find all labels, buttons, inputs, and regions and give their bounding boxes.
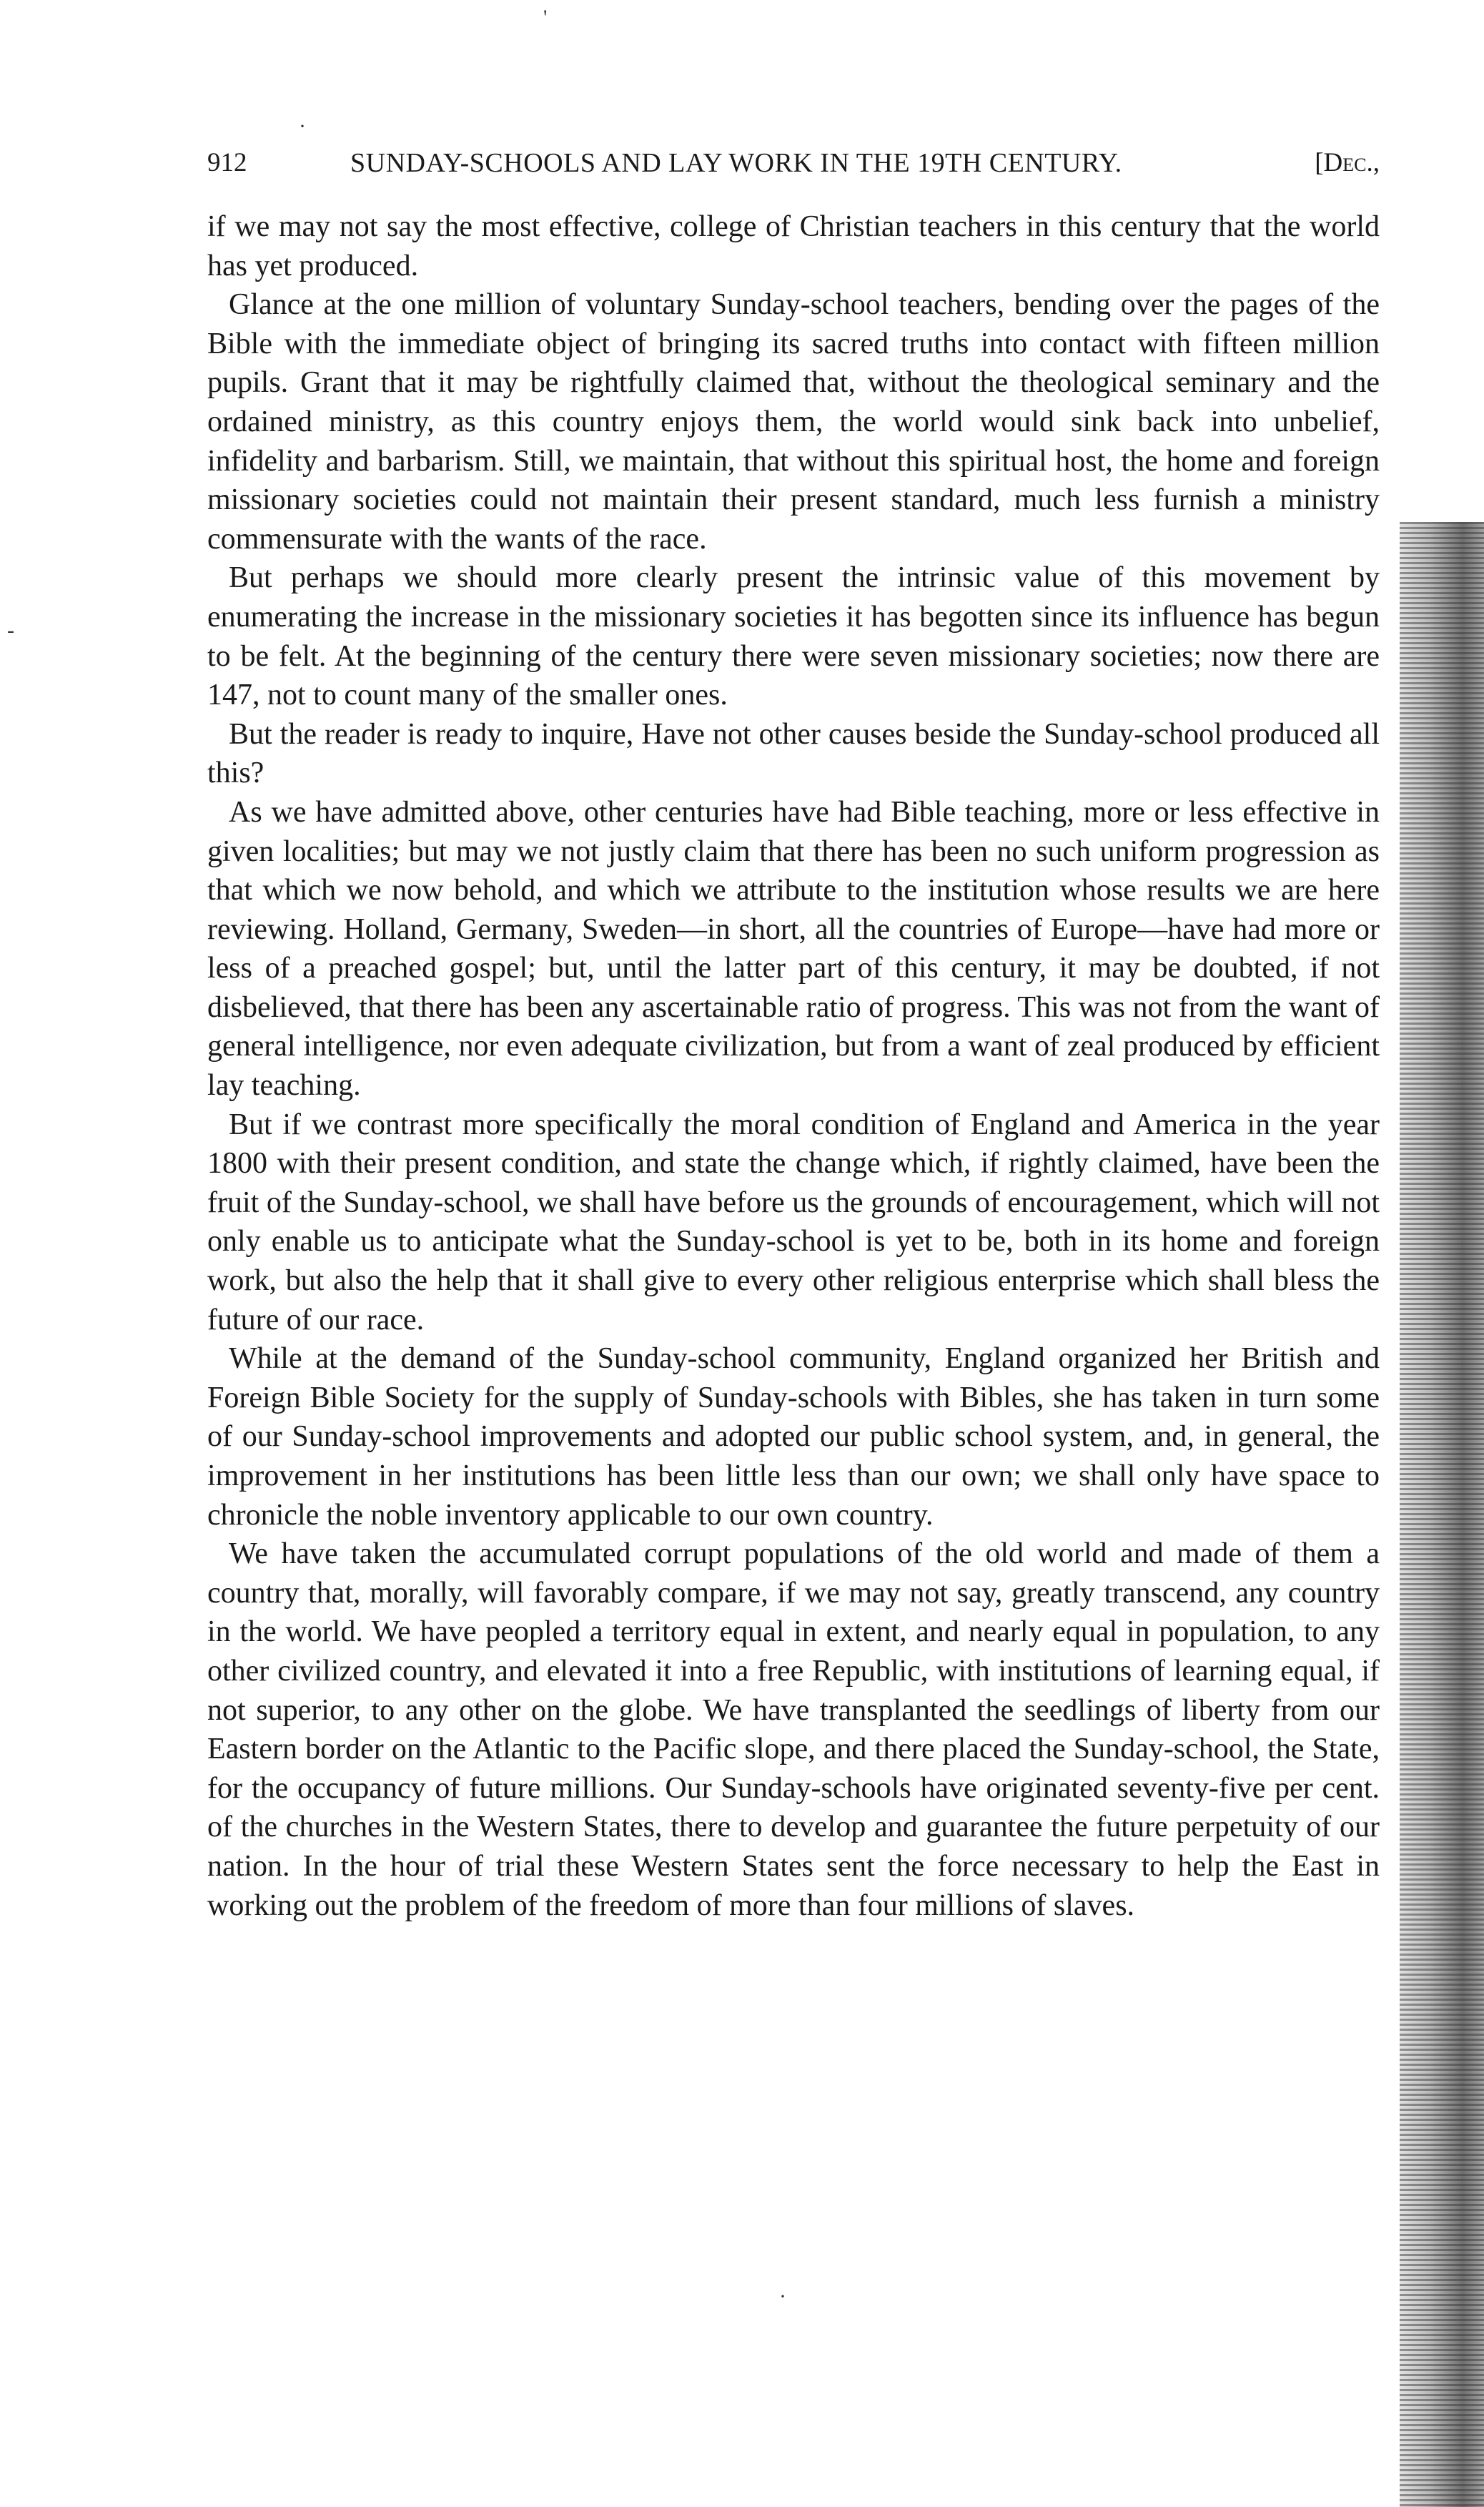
running-head — [207, 142, 1380, 184]
article-body — [207, 207, 1380, 1925]
paragraph-continued: if we may not say the most effective, college of Christian teachers in this century that the world has yet produced. — [207, 210, 1380, 282]
paragraph: As we have admitted above, other centuries have had Bible teaching, more or less effective in given localities; but may we not justly claim that there has been no such uniform progression as that which we now behold, and which we attribute to the institution whose results we are here reviewing. Holland, Germany, Sweden—in short, all the countries of Europe—have had more or less of a preached gospel; but, until the latter part of this century, it may be doubted, if not disbelieved, that there has been any ascertainable ratio of progress. This was not from the want of general intelligence, nor even adequate civilization, but from a want of zeal produced by efficient lay teaching. — [207, 795, 1380, 1103]
running-date: [Dec., — [1315, 148, 1380, 177]
margin-mark: - — [7, 619, 14, 642]
paragraph: But the reader is ready to inquire, Have not other causes beside the Sunday-school produced all this? — [207, 717, 1380, 790]
paragraph: We have taken the accumulated corrupt populations of the old world and made of them a country that, morally, will favorably compare, if we may not say, greatly transcend, any country in the world. We have peopled a territory equal in extent, and nearly equal in population, to any other civilized country, and elevated it into a free Republic, with institutions of learning equal, if not superior, to any other on the globe. We have transplanted the seedlings of liberty from our Eastern border on the Atlantic to the Pacific slope, and there placed the Sunday-school, the State, for the occupancy of future millions. Our Sunday-schools have originated seventy-five per cent. of the churches in the Western States, there to develop and guarantee the future perpetuity of our nation. In the hour of trial these Western States sent the force necessary to help the East in working out the problem of the freedom of more than four millions of slaves. — [207, 1537, 1380, 1922]
binding-edge-shadow — [1400, 522, 1484, 2507]
scan-speck: ' — [543, 6, 548, 29]
paragraph: Glance at the one million of voluntary Sunday-school teachers, bending over the pages of the Bible with the immediate object of bringing its sacred truths into contact with fifteen million pupils. Grant that it may be rightfully claimed that, without the theological seminary and the ordained ministry, as this country enjoys them, the world would sink back into unbelief, infidelity and barbarism. Still, we maintain, that without this spiritual host, the home and foreign missionary societies could not maintain their present standard, much less furnish a ministry commensurate with the wants of the race. — [207, 288, 1380, 556]
scan-speck: · — [299, 114, 306, 138]
scan-speck: · — [779, 2285, 786, 2308]
running-title: SUNDAY-SCHOOLS AND LAY WORK IN THE 19TH CENTURY. — [350, 148, 1122, 178]
paragraph: But perhaps we should more clearly present the intrinsic value of this movement by enumerating the increase in the missionary societies it has begotten since its influence has begun to be felt. At the beginning of the century there were seven missionary societies; now there are 147, not to count many of the smaller ones. — [207, 561, 1380, 712]
page-number: 912 — [207, 148, 247, 177]
paragraph: But if we contrast more specifically the moral condition of England and America in the year 1800 with their present condition, and state the change which, if rightly claimed, have been the fruit of the Sunday-school, we shall have before us the grounds of encouragement, which will not only enable us to anticipate what the Sunday-school is yet to be, both in its home and foreign work, but also the help that it shall give to every other religious enterprise which shall bless the future of our race. — [207, 1108, 1380, 1336]
paragraph: While at the demand of the Sunday-school community, England organized her British and Foreign Bible Society for the supply of Sunday-schools with Bibles, she has taken in turn some of our Sunday-school improvements and adopted our public school system, and, in general, the improvement in her institutions has been little less than our own; we shall only have space to chronicle the noble inventory applicable to our own country. — [207, 1342, 1380, 1532]
